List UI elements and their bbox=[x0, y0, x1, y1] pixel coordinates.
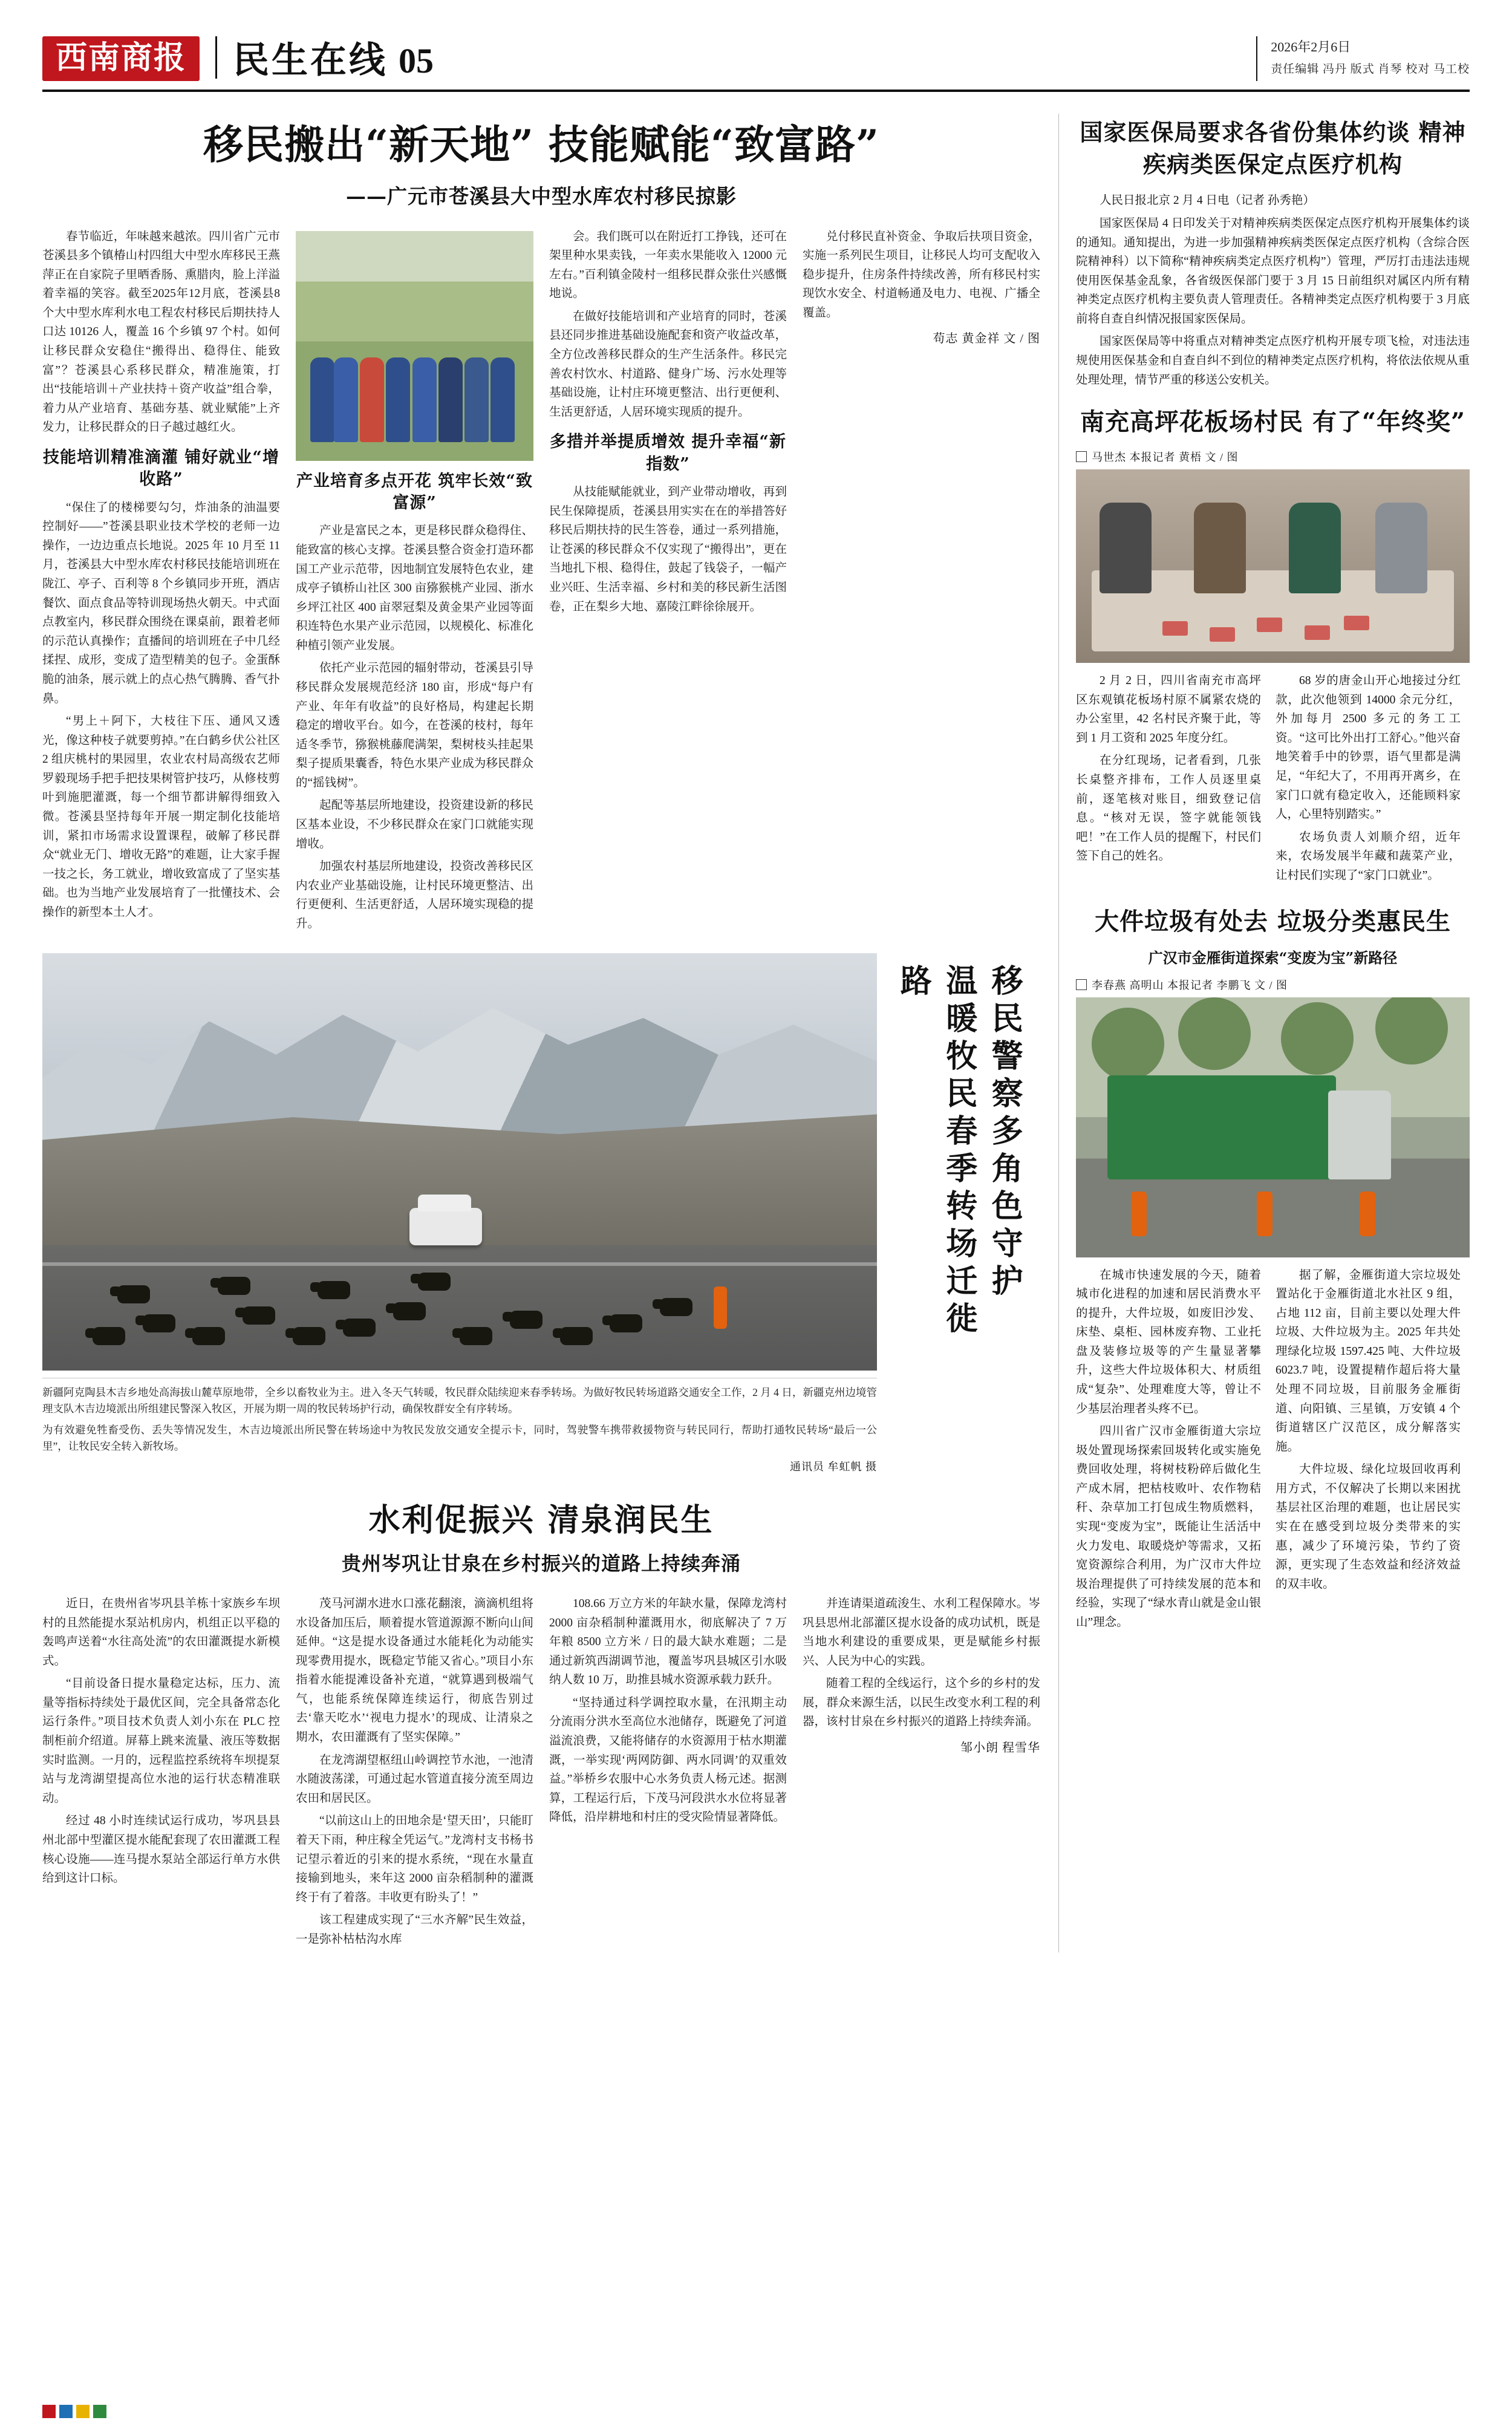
lead-article-columns bbox=[42, 227, 1040, 937]
lead-subsection-title-3: 多措并举提质增效 提升幸福“新指数” bbox=[550, 432, 786, 474]
paragraph: 春节临近，年味越来越浓。四川省广元市苍溪县多个镇椿山村四组大中型水库移民王燕萍正在自家院子里晒香肠、熏腊肉，脸上洋溢着幸福的笑容。截至2025年12月底，苍溪县8个大中型水库利水电工程农村移民后期扶持人口达 10126 人，覆盖 16 个乡镇 97 个村。如何让移民群众安稳住“搬得出、稳得住、能致富”？苍溪县心系移民群众，精准施策，打出“技能培训＋产业扶持＋资产收益”组合拳，着力从产业培育、基础夯基、就业赋能”上齐发力，让移民群众的日子越过越红火。 bbox=[42, 230, 280, 434]
right-article2-headline: 南充高坪花板场村民 有了“年终奖” bbox=[1080, 408, 1465, 437]
bottom-byline: 邹小朗 程雪华 bbox=[960, 1741, 1040, 1755]
lead-col-3 bbox=[549, 227, 787, 937]
paragraph: 68 岁的唐金山开心地接过分红款，此次他领到 14000 余元分红，外加每月 2500 多元的务工工资。“这可比外出打工舒心。”他兴奋地笑着手中的钞票，语气里都是满足，“年纪大了，不用再开离乡，在家门口就有稳定收入，还能顾料家人，心里特别踏实。” bbox=[1276, 674, 1461, 821]
lead-col-4 bbox=[803, 227, 1040, 937]
paragraph: 会。我们既可以在附近打工挣钱，还可在架里种水果卖钱，一年卖水果能收入 12000 元左右。”百利镇金陵村一组移民群众张仕兴感慨地说。 bbox=[549, 230, 787, 301]
paragraph: “男上＋阿下，大枝往下压、通风又透光，像这种枝子就要剪掉。”在白鹤乡伏公社区 2 组庆桃村的果园里，农业农村局高级农艺师罗毅现场手把手把技果树管护技巧，从修枝剪叶到施肥灌溉，每一个细节都讲解得细致入微。苍溪县坚持每年开展一期定制化技能培训，紧扣市场需求设置课程，破解了移民群众“就业无门、增收无路”的难题，让大家手握一技之长，务工就业，增收致富成了了坚实基础。也为当地产业发展培育了一批懂技术、会操作的新型本土人才。 bbox=[42, 715, 280, 919]
paragraph: 108.66 万立方米的年缺水量，保障龙湾村 2000 亩杂稻制种灌溉用水，彻底解决了 7 万年粮 8500 立方米 / 日的最大缺水难题；二是通过新筑西湖调节池，覆盖岑巩县城区引水吸纳人数 10 万，助推县城水资源承载力跃升。 bbox=[549, 1597, 787, 1687]
vehicle-in-photo bbox=[409, 1208, 482, 1245]
photo-marker-icon bbox=[1076, 979, 1087, 990]
lead-headline: 移民搬出“新天地” 技能赋能“致富路” bbox=[203, 121, 879, 168]
paragraph: 起配等基层所地建设，投资建设新的移民区基本业设，不少移民群众在家门口就能实现增收。 bbox=[296, 799, 533, 850]
paragraph: 该工程建成实现了“三水齐解”民生效益，一是弥补枯枯沟水库 bbox=[296, 1914, 533, 1946]
feature-vertical-title-wrap bbox=[883, 953, 1034, 1475]
paragraph: 四川省广汉市金雁街道大宗垃圾处置现场探索回圾转化或实施免费回收处理，将树枝粉碎后做化生产成木屑，把枯枝败叶、农作物秸秆、杂草加工打包成生物质燃料，实现“变废为宝”，既能让生活活中火力发电、取暖烧炉等需求，又拓宽资源综合利用，为广汉市大件垃圾治理提供了可持续发展的范本和经验，实现了“绿水青山就是金山银山”理念。 bbox=[1076, 1425, 1261, 1629]
paragraph: 经过 48 小时连续试运行成功，岑巩县县州北部中型灌区提水能配套现了农田灌溉工程核心设施——连马提水泵站全部运行单方水供给到这计口标。 bbox=[42, 1814, 280, 1885]
paragraph: 产业是富民之本，更是移民群众稳得住、能致富的核心支撑。苍溪县整合资金打造环都国工产业示范带，因地制宜发展特色农业，建成亭子镇桥山社区 300 亩猕猴桃产业园、浙水乡坪江社区 400 亩翠冠梨及黄金果产业园等面积连特色水果产业示范园，以规模化、标准化种植引领产业发展。 bbox=[296, 524, 533, 652]
right-article2-col-2 bbox=[1276, 671, 1461, 888]
paragraph: 2 月 2 日，四川省南充市高坪区东观镇花板场村原不属紧农烧的办公室里，42 名村民齐聚于此，等到 1 月工资和 2025 年度分红。 bbox=[1076, 674, 1261, 745]
bottom-article-columns bbox=[42, 1594, 1040, 1952]
chip-red bbox=[42, 2405, 56, 2418]
chip-green bbox=[93, 2405, 106, 2418]
paragraph: “目前设备日提水量稳定达标，压力、流量等指标持续处于最优区间，完全具备常态化运行条件。”项目技术负责人刘小东在 PLC 控制柜前介绍道。屏幕上跳来流量、液压等数据实时监测。一月的，远程监控系统将车坝提泵站与龙湾湖望提高位水池的运行状态精准联动。 bbox=[42, 1677, 280, 1805]
officer-in-photo bbox=[714, 1286, 727, 1329]
lead-col-1 bbox=[42, 227, 280, 937]
dividend-photo bbox=[1076, 469, 1470, 663]
bottom-col-1 bbox=[42, 1594, 280, 1952]
masthead-meta bbox=[1256, 36, 1470, 81]
right-column bbox=[1058, 114, 1470, 1952]
lead-subsection-title-1: 技能培训精准滴灌 铺好就业“增收路” bbox=[43, 448, 279, 489]
paragraph: 在城市快速发展的今天，随着城市化进程的加速和居民消费水平的提升，大件垃圾，如废旧沙发、床垫、桌柜、园林废弃物、工业托盘及装修垃圾等的产生量显著攀升，这些大件垃圾体积大、材质组成“复杂”、处理难度大等，曾让不少基层治理者头疼不已。 bbox=[1076, 1268, 1261, 1415]
right-article1-dateline bbox=[1076, 191, 1470, 210]
lead-subsection-title-2: 产业培育多点开花 筑牢长效“致富源” bbox=[296, 471, 533, 512]
bottom-col-3 bbox=[549, 1594, 787, 1952]
right-article1-headline: 国家医保局要求各省份集体约谈 精神疾病类医保定点医疗机构 bbox=[1080, 119, 1466, 178]
right-article3-col-2 bbox=[1276, 1266, 1461, 1636]
right-article3-credit: 李春燕 高明山 本报记者 李鹏飞 文 / 图 bbox=[1092, 979, 1288, 991]
paragraph: 农场负责人刘顺介绍，近年来，农场发展半年藏和蔬菜产业，让村民们实现了“家门口就业”。 bbox=[1276, 830, 1461, 882]
main-column bbox=[42, 114, 1040, 1952]
masthead-divider bbox=[215, 36, 217, 79]
photo-marker-icon bbox=[1076, 451, 1087, 462]
paragraph: 依托产业示范园的辐射带动，苍溪县引导移民群众发展规范经济 180 亩，形成“每户有产业、年年有收益”的良好格局，构建起长期稳定的增收平台。如今，在苍溪的枝村，每年适冬季节，猕猴桃藤爬满架，梨树枝头挂起果梨子提质果囊香，特色水果产业成为移民群众的“摇钱树”。 bbox=[296, 662, 533, 789]
right-article3-subhead: 广汉市金雁街道探索“变废为宝”新路径 bbox=[1148, 948, 1398, 967]
training-photo bbox=[296, 231, 533, 461]
paragraph: 在分红现场，记者看到，几张长桌整齐排布，工作人员逐里桌前，逐笔核对账目，细致登记信息。“核对无误，签字就能领钱吧！”在工作人员的提醒下，村民们签下自己的姓名。 bbox=[1076, 754, 1261, 863]
paragraph: 兑付移民直补资金、争取后扶项目资金，实施一系列民生项目，让移民人均可支配收入稳步提升，住房条件持续改善，所有移民村实现饮水安全、村道畅通及电力、电视、广播全覆盖。 bbox=[803, 230, 1040, 319]
paragraph: 国家医保局 4 日印发关于对精神疾病类医保定点医疗机构开展集体约谈的通知。通知提出，为进一步加强精神疾病类医保定点医疗机构（含综合医院精神科）以下简称“精神疾病类定点医疗机构”）管理，严厉打击违法违规使用医保基金乱象，各省级医保部门要于 3 月 15 日前组织对属区内所有精神类定点医疗机构主要负责人管理责任。各精神类定点医疗机构要于 3 月底前将自查自纠情况报国家医保局。 bbox=[1076, 217, 1470, 325]
feature-caption-2: 为有效避免牲畜受伤、丢失等情况发生，木吉边境派出所民警在转场途中为牧民发放交通安全提示卡，同时，驾驶警车携带救援物资与转民同行，帮助打通牧民转场“最后一公里”，让牧民安全转入新牧场。 bbox=[42, 1423, 877, 1452]
feature-caption-1: 新疆阿克陶县木吉乡地处高海拔山麓草原地带，全乡以畜牧业为主。进入冬天气转暖，牧民群众陆续迎来春季转场。为做好牧民转场道路交通安全工作，2 月 4 日，新疆克州边境管理支队木吉边境派出所组建民警深入牧区，开展为期一周的牧民转场护行动，确保牧群安全有序转场。 bbox=[42, 1386, 877, 1415]
color-registration-marks bbox=[42, 2405, 106, 2418]
lead-subhead: ——广元市苍溪县大中型水库农村移民掠影 bbox=[346, 184, 737, 208]
editorial-credits: 责任编辑 冯丹 版式 肖琴 校对 马工校 bbox=[1271, 62, 1470, 76]
feature-photo-block bbox=[42, 953, 1040, 1475]
yak-migration-photo bbox=[42, 953, 877, 1371]
paragraph: 加强农村基层所地建设，投资改善移民区内农业产业基础设施，让村民环境更整洁、出行更便利、生活更舒适，人居环境实现稳的提升。 bbox=[296, 860, 533, 930]
feature-photo-credit: 通讯员 牟虹帆 摄 bbox=[790, 1461, 877, 1473]
paragraph: 茂马河湖水进水口涨花翻滚，滴滴机组将水设备加压后，顺着提水管道源源不断向山间延伸。“这是提水设备通过水能耗化为动能实现零费用提水，既稳定节能又省心。”项目小东指着水能提滩设备补充道，“就算遇到极端气气，也能系统保障连续运行，彻底告别过去‘靠天吃水’‘视电力提水’的现成、让清泉之期水，农田灌溉有了坚实保障。” bbox=[296, 1597, 533, 1744]
chip-yellow bbox=[76, 2405, 90, 2418]
right-article2-credit: 马世杰 本报记者 黄梧 文 / 图 bbox=[1092, 451, 1239, 464]
right-article3-columns bbox=[1076, 1266, 1470, 1636]
feature-vertical-title: 移民警察多角色守护 温暖牧民春季转场迁徙路 bbox=[894, 963, 1023, 1339]
paragraph: “保住了的楼梯要勾匀，炸油条的油温要控制好——”苍溪县职业技术学校的老师一边操作，一边边重点长地说。2025 年 10 月至 11 月，苍溪县大中型水库农村移民技能培训班在陇江、亭子、百利等 8 个乡镇同步开班，酒店餐饮、面点食品等特训现场热火朝天。中式面点教室内，移民群众围绕在课桌前，跟着老师的示范认真操作；直播间的培训班在子中几经揉捏、成形，变成了造型精美的包子。金蛋酥脆的油条，展示就上的点心热气腾腾、香气扑鼻。 bbox=[42, 501, 280, 705]
bottom-headline: 水利促振兴 清泉润民生 bbox=[368, 1502, 714, 1539]
garbage-truck-photo bbox=[1076, 997, 1470, 1257]
paragraph: 据了解，金雁街道大宗垃圾处置站化于金雁街道北水社区 9 组，占地 112 亩，目前主要以处理大件垃圾、大件垃圾为主。2025 年共处理绿化垃圾 1597.425 吨、大件垃圾 6023.7 吨，设置提精作超后将大量处理不同垃圾，目前服务金雁街道、向阳镇、三星镇，万安镇 4 个街道辖区广汉范区，成分解落实施。 bbox=[1276, 1268, 1461, 1453]
bottom-subhead: 贵州岑巩让甘泉在乡村振兴的道路上持续奔涌 bbox=[341, 1552, 741, 1576]
page-number: 05 bbox=[399, 41, 434, 80]
paragraph: 随着工程的全线运行，这个乡的乡村的发展，群众来源生活，以民生改变水利工程的利器，该村甘泉在乡村振兴的道路上持续奔涌。 bbox=[803, 1677, 1040, 1729]
lead-col-2 bbox=[296, 227, 533, 937]
right-article2-credit-row bbox=[1076, 449, 1470, 465]
paragraph: 从技能赋能就业，到产业带动增收，再到民生保障提质，苍溪县用实实在在的举措答好移民后期扶持的民生答卷，通过一系列措施，让苍溪的移民群众不仅实现了“搬得出”，更在当地扎下根、稳得住，鼓起了钱袋子，一幅产业兴旺、生活幸福、乡村和美的移民新生活图卷，正在梨乡大地、嘉陵江畔徐徐展开。 bbox=[549, 486, 787, 613]
bottom-col-2 bbox=[296, 1594, 533, 1952]
paragraph: 在龙湾湖望枢纽山岭调控节水池，一池清水随波荡漾，可通过起水管道直接分流至周边农田和居民区。 bbox=[296, 1753, 533, 1805]
right-article3-col-1 bbox=[1076, 1266, 1261, 1636]
newspaper-logo: 西南商报 bbox=[42, 36, 200, 81]
publication-date: 2026年2月6日 bbox=[1271, 39, 1351, 55]
chip-blue bbox=[59, 2405, 73, 2418]
paragraph: 国家医保局等中将重点对精神类定点医疗机构开展专项飞检，对违法违规使用医保基金和自查自纠不到位的精神类定点医疗机构，将依法依规从重处理处理，情节严重的移送公安机关。 bbox=[1076, 335, 1470, 386]
feature-caption-block bbox=[42, 1378, 877, 1475]
section-title: 民生在线 bbox=[233, 39, 388, 82]
paragraph: “坚持通过科学调控取水量，在汛期主动分流雨分洪水至高位水池储存，既避免了河道溢流浪费，又能将储存的水资源用于枯水期灌溉，一举实现‘两网防御、两水同调’的双重效益。”举桥乡农服中心水务负责人杨元述。据测算，工程运行后，下茂马河段洪水水位将显著降低，沿岸耕地和村庄的受灾险情显著降低。 bbox=[549, 1696, 787, 1824]
paragraph: 大件垃圾、绿化垃圾回收再利用方式，不仅解决了长期以来困扰基层社区治理的难题，也让居民实实在在感受到垃圾分类带来的实惠，减少了环境污染，节约了资源，更实现了生态效益和经济效益的双丰收。 bbox=[1276, 1463, 1461, 1591]
paragraph: 近日，在贵州省岑巩县羊栋十家族乡车坝村的且然能提水泵站机房内，机组正以平稳的轰鸣声送着“水往高处流”的农田灌溉提水新模式。 bbox=[42, 1597, 280, 1668]
paragraph: 并连请渠道疏浚生、水利工程保障水。岑巩县思州北部灌区提水设备的成功试机，既是当地水利建设的重要成果，更是赋能乡村振兴、人民为中心的实践。 bbox=[803, 1597, 1040, 1668]
dateline-text: 人民日报北京 2 月 4 日电（记者 孙秀艳） bbox=[1100, 194, 1315, 207]
page-body bbox=[42, 114, 1470, 1952]
bottom-col-4 bbox=[803, 1594, 1040, 1952]
paragraph: “以前这山上的田地余是‘望天田’，只能盯着天下雨，种庄稼全凭运气。”龙湾村支书杨书记望示着近的引来的提水系统，“现在水量直接输到地头，来年这 2000 亩杂稻制种的灌溉终于有了着落。丰收更有盼头了！” bbox=[296, 1814, 533, 1904]
right-article2-columns bbox=[1076, 671, 1470, 888]
masthead bbox=[42, 36, 1470, 92]
lead-byline: 苟志 黄金祥 文 / 图 bbox=[933, 332, 1040, 346]
right-article3-headline: 大件垃圾有处去 垃圾分类惠民生 bbox=[1095, 907, 1451, 936]
right-article3-credit-row bbox=[1076, 977, 1470, 993]
right-article2-col-1 bbox=[1076, 671, 1261, 888]
paragraph: 在做好技能培训和产业培育的同时，苍溪县还同步推进基础设施配套和资产收益改革，全方位改善移民群众的生产生活条件。移民完善农村饮水、村道路、健身广场、污水处理等基础设施，让村庄环境更整洁、出行更便利、生活更舒适，人居环境实现质的提升。 bbox=[549, 310, 787, 419]
